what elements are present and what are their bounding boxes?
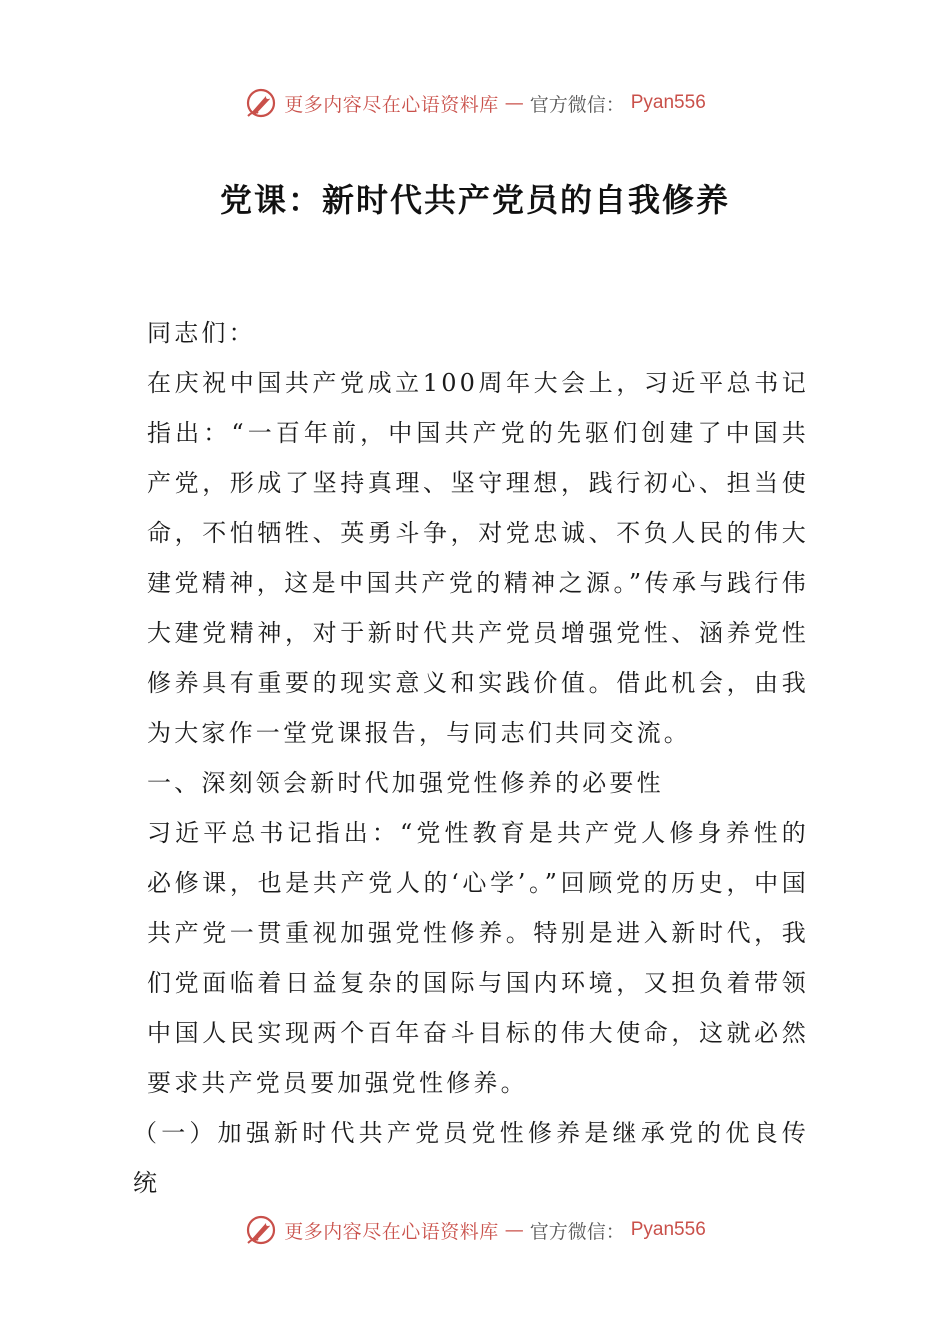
subsection-heading: （一）加强新时代共产党员党性修养是继承党的优良传统	[133, 1119, 809, 1197]
watermark-label: 官方微信：	[529, 1220, 625, 1243]
paragraph-intro: 在庆祝中国共产党成立100周年大会上，习近平总书记指出：“一百年前，中国共产党的先驱们创建了中国共产党，形成了坚持真理、坚守理想，践行初心、担当使命，不怕牺牲、英勇斗争，对党忠诚、不负人民的伟大建党精神，这是中国共产党的精神之源。”传承与践行伟大建党精神，对于新时代共产党员增强党性、涵养党性修养具有重要的现实意义和实践价值。借此机会，由我为大家作一堂党课报告，与同志们共同交流。	[147, 369, 809, 747]
watermark-id: Pyan556	[630, 92, 706, 113]
watermark-dash: —	[504, 92, 524, 114]
watermark-text: 更多内容尽在心语资料库	[284, 93, 499, 116]
pen-circle-icon	[244, 1213, 278, 1247]
page-title: 党课：新时代共产党员的自我修养	[219, 181, 730, 219]
document-body	[133, 308, 809, 1208]
header-watermark	[0, 86, 950, 120]
paragraph-section-1: 习近平总书记指出：“党性教育是共产党人修身养性的必修课，也是共产党人的‘心学’。”回顾党的历史，中国共产党一贯重视加强党性修养。特别是进入新时代，我们党面临着日益复杂的国际与国内环境，又担负着带领中国人民实现两个百年奋斗目标的伟大使命，这就必然要求共产党员要加强党性修养。	[147, 819, 809, 1097]
watermark-dash: —	[504, 1219, 524, 1241]
watermark-id: Pyan556	[630, 1219, 706, 1240]
watermark-label: 官方微信：	[529, 93, 625, 116]
pen-circle-icon	[244, 86, 278, 120]
salutation: 同志们：	[147, 319, 256, 347]
footer-watermark	[0, 1213, 950, 1247]
section-heading: 一、深刻领会新时代加强党性修养的必要性	[147, 769, 664, 797]
watermark-text: 更多内容尽在心语资料库	[284, 1220, 499, 1243]
